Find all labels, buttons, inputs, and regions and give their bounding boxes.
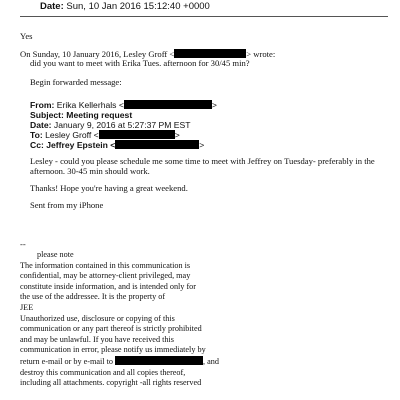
disclaimer-line: constitute inside information, and is intended only for (20, 281, 196, 291)
disclaimer-line: and may be unlawful. If you have received this (20, 334, 174, 344)
header-divider (20, 16, 388, 17)
email-line-after: , and (203, 356, 219, 366)
quoted-intro-before: On Sunday, 10 January 2016, Lesley Groff < (20, 49, 175, 59)
disclaimer-block (20, 250, 219, 389)
footer-dashes: -- (20, 239, 26, 249)
forwarded-body-line2: afternoon. 30-45 min should work. (30, 166, 150, 176)
disclaimer-line: communication in error, please notify us immediately by (20, 345, 206, 355)
forwarded-thanks: Thanks! Hope you're having a great weekend. (30, 183, 188, 193)
email-line-before: return e-mail or by e-mail to (20, 356, 113, 366)
quoted-intro-after: > wrote: (246, 49, 276, 59)
forwarded-to-line (30, 130, 180, 141)
forwarded-signature: Sent from my iPhone (30, 200, 104, 210)
disclaimer-line: The information contained in this communication is (20, 260, 191, 270)
forwarded-body-line1: Lesley - could you please schedule me some time to meet with Jeffrey on Tuesday- preferably in the (30, 156, 375, 166)
disclaimer-line: the use of the addressee. It is the property of (20, 292, 166, 302)
subject-value: Meeting request (66, 110, 133, 120)
forwarded-cc-line (30, 140, 204, 151)
redacted-email-lesley (174, 49, 246, 58)
redacted-email-to (99, 130, 175, 139)
to-label: To: (30, 130, 43, 140)
date-label: Date: (40, 1, 64, 12)
to-name: Lesley Groff < (45, 130, 99, 140)
email-date-header (40, 1, 210, 12)
subject-label: Subject: (30, 110, 64, 120)
to-close: > (174, 130, 180, 140)
forwarded-subject-line (30, 110, 132, 121)
disclaimer-email-line (20, 356, 219, 368)
fwd-date-value: January 9, 2016 at 5:27:37 PM EST (53, 120, 191, 130)
disclaimer-line: destroy this communication and all copies thereof, (20, 367, 186, 377)
disclaimer-line: communication or any part thereof is strictly prohibited (20, 324, 202, 334)
disclaimer-line: JEE (20, 302, 34, 312)
cc-name: Jeffrey Epstein < (46, 140, 116, 150)
disclaimer-line: including all attachments. copyright -all rights reserved (20, 378, 202, 388)
disclaimer-line: confidential, may be attorney-client privileged, may (20, 271, 191, 281)
cc-close: > (199, 140, 205, 150)
quoted-question: did you want to meet with Erika Tues. afternoon for 30/45 min? (30, 58, 250, 68)
from-label: From: (30, 100, 55, 110)
cc-label: Cc: (30, 140, 44, 150)
fwd-date-label: Date: (30, 120, 52, 130)
please-note: please note (37, 250, 74, 259)
reply-text: Yes (20, 31, 33, 41)
redacted-email-cc (115, 140, 199, 149)
forwarded-from-line (30, 100, 217, 111)
forwarded-date-line (30, 120, 191, 131)
date-value: Sun, 10 Jan 2016 15:12:40 +0000 (66, 1, 210, 12)
disclaimer-line: Unauthorized use, disclosure or copying of this (20, 313, 175, 323)
from-close: > (211, 100, 217, 110)
from-name: Erika Kellerhals < (56, 100, 124, 110)
redacted-email-footer (115, 356, 203, 365)
redacted-email-erika (124, 100, 212, 109)
forward-label: Begin forwarded message: (30, 77, 122, 87)
